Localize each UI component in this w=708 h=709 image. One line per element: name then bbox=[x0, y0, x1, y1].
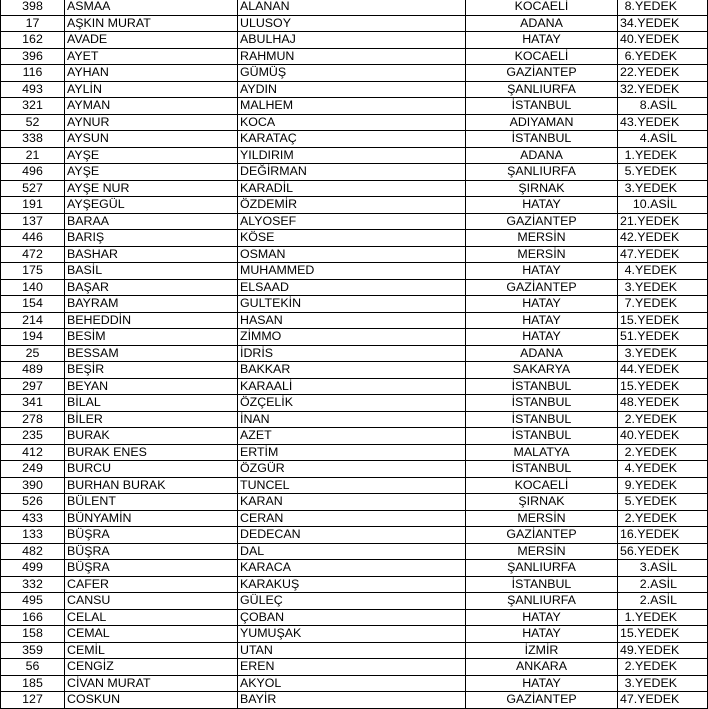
rank-cell: 4.YEDEK bbox=[618, 263, 708, 280]
last-name-cell: KARATAÇ bbox=[238, 131, 466, 148]
rank-cell: 32.YEDEK bbox=[618, 81, 708, 98]
rank-cell: 9.YEDEK bbox=[618, 477, 708, 494]
table-row bbox=[1, 428, 708, 445]
row-number-cell: 446 bbox=[1, 230, 65, 247]
first-name-cell: BİLER bbox=[65, 411, 238, 428]
first-name-cell: CENGİZ bbox=[65, 659, 238, 676]
first-name-cell: BÜŞRA bbox=[65, 560, 238, 577]
city-cell: ADANA bbox=[466, 15, 618, 32]
last-name-cell: DEDECAN bbox=[238, 527, 466, 544]
table-row bbox=[1, 642, 708, 659]
table-row bbox=[1, 213, 708, 230]
city-cell: ADANA bbox=[466, 147, 618, 164]
table-row bbox=[1, 659, 708, 676]
city-cell: SAKARYA bbox=[466, 362, 618, 379]
city-cell: İSTANBUL bbox=[466, 461, 618, 478]
city-cell: ADIYAMAN bbox=[466, 114, 618, 131]
first-name-cell: BASİL bbox=[65, 263, 238, 280]
row-number-cell: 158 bbox=[1, 626, 65, 643]
table-row bbox=[1, 494, 708, 511]
row-number-cell: 249 bbox=[1, 461, 65, 478]
table-row bbox=[1, 527, 708, 544]
last-name-cell: DEĞİRMAN bbox=[238, 164, 466, 181]
last-name-cell: KOCA bbox=[238, 114, 466, 131]
table-row bbox=[1, 477, 708, 494]
row-number-cell: 162 bbox=[1, 32, 65, 49]
first-name-cell: BURHAN BURAK bbox=[65, 477, 238, 494]
rank-cell: 3.ASİL bbox=[618, 560, 708, 577]
table-row bbox=[1, 411, 708, 428]
row-number-cell: 214 bbox=[1, 312, 65, 329]
first-name-cell: CİVAN MURAT bbox=[65, 675, 238, 692]
table-row bbox=[1, 263, 708, 280]
city-cell: GAZİANTEP bbox=[466, 213, 618, 230]
table-row bbox=[1, 197, 708, 214]
row-number-cell: 496 bbox=[1, 164, 65, 181]
last-name-cell: KARAKUŞ bbox=[238, 576, 466, 593]
table-row bbox=[1, 246, 708, 263]
row-number-cell: 359 bbox=[1, 642, 65, 659]
row-number-cell: 17 bbox=[1, 15, 65, 32]
table-row bbox=[1, 65, 708, 82]
table-row bbox=[1, 32, 708, 49]
table-row bbox=[1, 15, 708, 32]
row-number-cell: 194 bbox=[1, 329, 65, 346]
rank-cell: 1.YEDEK bbox=[618, 609, 708, 626]
city-cell: GAZİANTEP bbox=[466, 527, 618, 544]
rank-cell: 15.YEDEK bbox=[618, 312, 708, 329]
city-cell: ADANA bbox=[466, 345, 618, 362]
table-row bbox=[1, 560, 708, 577]
row-number-cell: 341 bbox=[1, 395, 65, 412]
row-number-cell: 499 bbox=[1, 560, 65, 577]
last-name-cell: DAL bbox=[238, 543, 466, 560]
first-name-cell: BURCU bbox=[65, 461, 238, 478]
table-row bbox=[1, 0, 708, 15]
first-name-cell: BAYRAM bbox=[65, 296, 238, 313]
table-row bbox=[1, 444, 708, 461]
last-name-cell: RAHMUN bbox=[238, 48, 466, 65]
first-name-cell: BARAA bbox=[65, 213, 238, 230]
last-name-cell: OSMAN bbox=[238, 246, 466, 263]
rank-cell: 48.YEDEK bbox=[618, 395, 708, 412]
rank-cell: 2.YEDEK bbox=[618, 659, 708, 676]
city-cell: İSTANBUL bbox=[466, 131, 618, 148]
rank-cell: 2.YEDEK bbox=[618, 510, 708, 527]
rank-cell: 1.YEDEK bbox=[618, 147, 708, 164]
row-number-cell: 412 bbox=[1, 444, 65, 461]
city-cell: GAZİANTEP bbox=[466, 692, 618, 709]
city-cell: ŞIRNAK bbox=[466, 180, 618, 197]
rank-cell: 3.YEDEK bbox=[618, 180, 708, 197]
city-cell: GAZİANTEP bbox=[466, 279, 618, 296]
table-row bbox=[1, 692, 708, 709]
city-cell: HATAY bbox=[466, 197, 618, 214]
row-number-cell: 21 bbox=[1, 147, 65, 164]
city-cell: GAZİANTEP bbox=[466, 65, 618, 82]
rank-cell: 5.YEDEK bbox=[618, 494, 708, 511]
rank-cell: 47.YEDEK bbox=[618, 692, 708, 709]
rank-cell: 7.YEDEK bbox=[618, 296, 708, 313]
row-number-cell: 472 bbox=[1, 246, 65, 263]
row-number-cell: 175 bbox=[1, 263, 65, 280]
last-name-cell: GÜLEÇ bbox=[238, 593, 466, 610]
rank-cell: 15.YEDEK bbox=[618, 378, 708, 395]
first-name-cell: AYMAN bbox=[65, 98, 238, 115]
city-cell: HATAY bbox=[466, 32, 618, 49]
first-name-cell: BEHEDDİN bbox=[65, 312, 238, 329]
last-name-cell: İNAN bbox=[238, 411, 466, 428]
city-cell: HATAY bbox=[466, 296, 618, 313]
rank-cell: 2.YEDEK bbox=[618, 411, 708, 428]
city-cell: ŞANLIURFA bbox=[466, 81, 618, 98]
rank-cell: 4.YEDEK bbox=[618, 461, 708, 478]
last-name-cell: GULTEKİN bbox=[238, 296, 466, 313]
city-cell: İZMİR bbox=[466, 642, 618, 659]
first-name-cell: BAŞAR bbox=[65, 279, 238, 296]
table-row bbox=[1, 362, 708, 379]
row-number-cell: 526 bbox=[1, 494, 65, 511]
first-name-cell: BEYAN bbox=[65, 378, 238, 395]
last-name-cell: KARACA bbox=[238, 560, 466, 577]
city-cell: MALATYA bbox=[466, 444, 618, 461]
row-number-cell: 56 bbox=[1, 659, 65, 676]
city-cell: ANKARA bbox=[466, 659, 618, 676]
row-number-cell: 185 bbox=[1, 675, 65, 692]
city-cell: HATAY bbox=[466, 609, 618, 626]
last-name-cell: ÇOBAN bbox=[238, 609, 466, 626]
row-number-cell: 527 bbox=[1, 180, 65, 197]
first-name-cell: BESSAM bbox=[65, 345, 238, 362]
first-name-cell: BÜNYAMİN bbox=[65, 510, 238, 527]
city-cell: MERSİN bbox=[466, 230, 618, 247]
table-row bbox=[1, 230, 708, 247]
last-name-cell: ELSAAD bbox=[238, 279, 466, 296]
table-row bbox=[1, 147, 708, 164]
table-row bbox=[1, 461, 708, 478]
last-name-cell: ZİMMO bbox=[238, 329, 466, 346]
city-cell: MERSİN bbox=[466, 246, 618, 263]
table-row bbox=[1, 48, 708, 65]
first-name-cell: AVADE bbox=[65, 32, 238, 49]
table-row bbox=[1, 81, 708, 98]
first-name-cell: AYLİN bbox=[65, 81, 238, 98]
rank-cell: 10.ASİL bbox=[618, 197, 708, 214]
rank-cell: 2.ASİL bbox=[618, 593, 708, 610]
table-row bbox=[1, 626, 708, 643]
city-cell: HATAY bbox=[466, 263, 618, 280]
row-number-cell: 25 bbox=[1, 345, 65, 362]
first-name-cell: AYŞE bbox=[65, 147, 238, 164]
city-cell: KOCAELİ bbox=[466, 477, 618, 494]
first-name-cell: BÜŞRA bbox=[65, 527, 238, 544]
last-name-cell: AKYOL bbox=[238, 675, 466, 692]
row-number-cell: 332 bbox=[1, 576, 65, 593]
rank-cell: 43.YEDEK bbox=[618, 114, 708, 131]
last-name-cell: ÖZDEMİR bbox=[238, 197, 466, 214]
rank-cell: 2.YEDEK bbox=[618, 444, 708, 461]
row-number-cell: 390 bbox=[1, 477, 65, 494]
city-cell: ŞIRNAK bbox=[466, 494, 618, 511]
city-cell: ŞANLIURFA bbox=[466, 560, 618, 577]
rank-cell: 34.YEDEK bbox=[618, 15, 708, 32]
table-row bbox=[1, 543, 708, 560]
first-name-cell: AŞKIN MURAT bbox=[65, 15, 238, 32]
city-cell: İSTANBUL bbox=[466, 428, 618, 445]
rank-cell: 40.YEDEK bbox=[618, 428, 708, 445]
city-cell: İSTANBUL bbox=[466, 395, 618, 412]
row-number-cell: 166 bbox=[1, 609, 65, 626]
last-name-cell: UTAN bbox=[238, 642, 466, 659]
row-number-cell: 278 bbox=[1, 411, 65, 428]
table-row bbox=[1, 378, 708, 395]
table-row bbox=[1, 296, 708, 313]
row-number-cell: 154 bbox=[1, 296, 65, 313]
last-name-cell: YILDIRIM bbox=[238, 147, 466, 164]
rank-cell: 51.YEDEK bbox=[618, 329, 708, 346]
city-cell: İSTANBUL bbox=[466, 411, 618, 428]
last-name-cell: ALYOSEF bbox=[238, 213, 466, 230]
city-cell: İSTANBUL bbox=[466, 98, 618, 115]
city-cell: HATAY bbox=[466, 626, 618, 643]
rank-cell: 44.YEDEK bbox=[618, 362, 708, 379]
city-cell: ŞANLIURFA bbox=[466, 593, 618, 610]
table-row bbox=[1, 98, 708, 115]
rank-cell: 4.ASİL bbox=[618, 131, 708, 148]
last-name-cell: GÜMÜŞ bbox=[238, 65, 466, 82]
table-row bbox=[1, 593, 708, 610]
table-row bbox=[1, 180, 708, 197]
last-name-cell: ABULHAJ bbox=[238, 32, 466, 49]
last-name-cell: ULUSOY bbox=[238, 15, 466, 32]
rank-cell: 47.YEDEK bbox=[618, 246, 708, 263]
last-name-cell: BAYİR bbox=[238, 692, 466, 709]
last-name-cell: AZET bbox=[238, 428, 466, 445]
rank-cell: 49.YEDEK bbox=[618, 642, 708, 659]
row-number-cell: 482 bbox=[1, 543, 65, 560]
rank-cell: 22.YEDEK bbox=[618, 65, 708, 82]
first-name-cell: AYŞEGÜL bbox=[65, 197, 238, 214]
row-number-cell: 493 bbox=[1, 81, 65, 98]
city-cell: İSTANBUL bbox=[466, 576, 618, 593]
first-name-cell: AYHAN bbox=[65, 65, 238, 82]
row-number-cell: 133 bbox=[1, 527, 65, 544]
first-name-cell: BASHAR bbox=[65, 246, 238, 263]
first-name-cell: CAFER bbox=[65, 576, 238, 593]
last-name-cell: KARAN bbox=[238, 494, 466, 511]
table-row bbox=[1, 576, 708, 593]
first-name-cell: BEŞİR bbox=[65, 362, 238, 379]
table-row bbox=[1, 312, 708, 329]
first-name-cell: CEMAL bbox=[65, 626, 238, 643]
table-row bbox=[1, 395, 708, 412]
results-table-body bbox=[1, 0, 708, 708]
table-row bbox=[1, 329, 708, 346]
city-cell: ŞANLIURFA bbox=[466, 164, 618, 181]
rank-cell: 15.YEDEK bbox=[618, 626, 708, 643]
city-cell: KOCAELİ bbox=[466, 0, 618, 15]
first-name-cell: BÜLENT bbox=[65, 494, 238, 511]
city-cell: HATAY bbox=[466, 675, 618, 692]
table-row bbox=[1, 114, 708, 131]
first-name-cell: AYET bbox=[65, 48, 238, 65]
row-number-cell: 235 bbox=[1, 428, 65, 445]
table-row bbox=[1, 164, 708, 181]
first-name-cell: AYŞE bbox=[65, 164, 238, 181]
table-row bbox=[1, 131, 708, 148]
rank-cell: 2.ASİL bbox=[618, 576, 708, 593]
row-number-cell: 433 bbox=[1, 510, 65, 527]
last-name-cell: MALHEM bbox=[238, 98, 466, 115]
last-name-cell: ALANAN bbox=[238, 0, 466, 15]
last-name-cell: TUNCEL bbox=[238, 477, 466, 494]
last-name-cell: ÖZGÜR bbox=[238, 461, 466, 478]
row-number-cell: 321 bbox=[1, 98, 65, 115]
row-number-cell: 396 bbox=[1, 48, 65, 65]
last-name-cell: KÖSE bbox=[238, 230, 466, 247]
row-number-cell: 137 bbox=[1, 213, 65, 230]
row-number-cell: 489 bbox=[1, 362, 65, 379]
first-name-cell: CANSU bbox=[65, 593, 238, 610]
last-name-cell: YUMUŞAK bbox=[238, 626, 466, 643]
rank-cell: 8.YEDEK bbox=[618, 0, 708, 15]
first-name-cell: BARIŞ bbox=[65, 230, 238, 247]
first-name-cell: BÜŞRA bbox=[65, 543, 238, 560]
rank-cell: 5.YEDEK bbox=[618, 164, 708, 181]
city-cell: MERSİN bbox=[466, 543, 618, 560]
row-number-cell: 297 bbox=[1, 378, 65, 395]
last-name-cell: CERAN bbox=[238, 510, 466, 527]
rank-cell: 6.YEDEK bbox=[618, 48, 708, 65]
row-number-cell: 116 bbox=[1, 65, 65, 82]
first-name-cell: AYNUR bbox=[65, 114, 238, 131]
last-name-cell: BAKKAR bbox=[238, 362, 466, 379]
city-cell: HATAY bbox=[466, 312, 618, 329]
city-cell: KOCAELİ bbox=[466, 48, 618, 65]
table-row bbox=[1, 279, 708, 296]
row-number-cell: 398 bbox=[1, 0, 65, 15]
table-row bbox=[1, 609, 708, 626]
last-name-cell: MUHAMMED bbox=[238, 263, 466, 280]
row-number-cell: 140 bbox=[1, 279, 65, 296]
first-name-cell: BURAK bbox=[65, 428, 238, 445]
row-number-cell: 338 bbox=[1, 131, 65, 148]
row-number-cell: 191 bbox=[1, 197, 65, 214]
rank-cell: 40.YEDEK bbox=[618, 32, 708, 49]
last-name-cell: KARADİL bbox=[238, 180, 466, 197]
first-name-cell: AYŞE NUR bbox=[65, 180, 238, 197]
last-name-cell: EREN bbox=[238, 659, 466, 676]
city-cell: HATAY bbox=[466, 329, 618, 346]
table-row bbox=[1, 510, 708, 527]
table-row bbox=[1, 675, 708, 692]
last-name-cell: KARAALİ bbox=[238, 378, 466, 395]
rank-cell: 56.YEDEK bbox=[618, 543, 708, 560]
first-name-cell: BESİM bbox=[65, 329, 238, 346]
row-number-cell: 52 bbox=[1, 114, 65, 131]
rank-cell: 42.YEDEK bbox=[618, 230, 708, 247]
rank-cell: 21.YEDEK bbox=[618, 213, 708, 230]
rank-cell: 3.YEDEK bbox=[618, 675, 708, 692]
first-name-cell: BURAK ENES bbox=[65, 444, 238, 461]
first-name-cell: ASMAA bbox=[65, 0, 238, 15]
row-number-cell: 495 bbox=[1, 593, 65, 610]
city-cell: MERSİN bbox=[466, 510, 618, 527]
first-name-cell: CEMİL bbox=[65, 642, 238, 659]
row-number-cell: 127 bbox=[1, 692, 65, 709]
first-name-cell: BİLAL bbox=[65, 395, 238, 412]
last-name-cell: ÖZÇELİK bbox=[238, 395, 466, 412]
last-name-cell: AYDIN bbox=[238, 81, 466, 98]
first-name-cell: COSKUN bbox=[65, 692, 238, 709]
last-name-cell: HASAN bbox=[238, 312, 466, 329]
rank-cell: 16.YEDEK bbox=[618, 527, 708, 544]
last-name-cell: ERTİM bbox=[238, 444, 466, 461]
city-cell: İSTANBUL bbox=[466, 378, 618, 395]
rank-cell: 3.YEDEK bbox=[618, 345, 708, 362]
first-name-cell: CELAL bbox=[65, 609, 238, 626]
first-name-cell: AYSUN bbox=[65, 131, 238, 148]
table-row bbox=[1, 345, 708, 362]
last-name-cell: İDRİS bbox=[238, 345, 466, 362]
rank-cell: 3.YEDEK bbox=[618, 279, 708, 296]
rank-cell: 8.ASİL bbox=[618, 98, 708, 115]
